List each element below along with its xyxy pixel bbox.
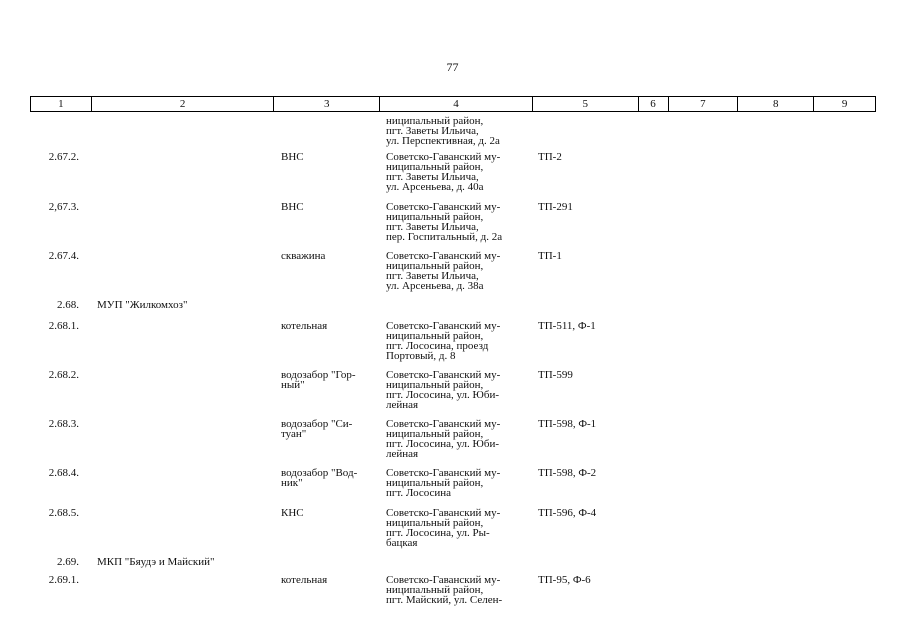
row-number: 2,67.3. — [48, 201, 79, 213]
header-cell-9: 9 — [841, 98, 848, 110]
header-cell-6: 6 — [639, 97, 669, 111]
transformer-substation: ТП-598, Ф-1 — [538, 418, 597, 430]
address: Советско-Гаванский му- ниципальный район, пгт. Заветы Ильича, ул. Арсеньева, д. 38а — [386, 250, 501, 292]
address: Советско-Гаванский му- ниципальный район, пгт. Лососина — [386, 467, 501, 499]
address: Советско-Гаванский му- ниципальный район, пгт. Заветы Ильича, ул. Арсеньева, д. 40а — [386, 151, 501, 193]
object-name: водозабор "Вод- ник" — [281, 467, 358, 489]
address: Советско-Гаванский му- ниципальный район, пгт. Лососина, ул. Юби- лейная — [386, 418, 501, 460]
header-cell-8: 8 — [738, 97, 814, 111]
transformer-substation: ТП-1 — [538, 250, 562, 262]
address: Советско-Гаванский му- ниципальный район, пгт. Лососина, ул. Юби- лейная — [386, 369, 501, 411]
row-number: 2.69.1. — [48, 574, 79, 586]
header-cell-2: 2 — [92, 97, 275, 111]
row-number: 2.68.1. — [48, 320, 79, 332]
transformer-substation: ТП-511, Ф-1 — [538, 320, 596, 332]
transformer-substation: ТП-291 — [538, 201, 573, 213]
object-name: ВНС — [281, 151, 304, 163]
transformer-substation: ТП-599 — [538, 369, 573, 381]
address: Советско-Гаванский му- ниципальный район, пгт. Майский, ул. Селен- — [386, 574, 503, 606]
transformer-substation: ТП-596, Ф-4 — [538, 507, 597, 519]
table-header — [30, 96, 876, 112]
header-cell-1: 1 — [31, 97, 92, 111]
address: Советско-Гаванский му- ниципальный район, пгт. Лососина, проезд Портовый, д. 8 — [386, 320, 501, 362]
header-cell-4: 4 — [380, 97, 533, 111]
transformer-substation: ТП-2 — [538, 151, 562, 163]
object-name: котельная — [281, 574, 328, 586]
row-number: 2.67.2. — [48, 151, 79, 163]
organization-name: МУП "Жилкомхоз" — [97, 299, 188, 311]
transformer-substation: ТП-598, Ф-2 — [538, 467, 597, 479]
row-number: 2.68.2. — [48, 369, 79, 381]
organization-name: МКП "Бяудэ и Майский" — [97, 556, 215, 568]
header-cell-5: 5 — [533, 97, 639, 111]
row-number: 2.68.3. — [48, 418, 79, 430]
header-cell-3: 3 — [274, 97, 380, 111]
object-name: котельная — [281, 320, 328, 332]
address: ниципальный район, пгт. Заветы Ильича, ул. Перспективная, д. 2а — [386, 115, 500, 147]
row-number: 2.68.4. — [48, 467, 79, 479]
address: Советско-Гаванский му- ниципальный район, пгт. Заветы Ильича, пер. Госпитальный, д. 2а — [386, 201, 503, 243]
row-number: 2.68. — [57, 299, 79, 311]
object-name: КНС — [281, 507, 304, 519]
page-number: 77 — [446, 60, 459, 74]
transformer-substation: ТП-95, Ф-6 — [538, 574, 591, 586]
row-number: 2.69. — [57, 556, 79, 568]
object-name: водозабор "Си- туан" — [281, 418, 353, 440]
header-cell-7: 7 — [669, 97, 739, 111]
object-name: ВНС — [281, 201, 304, 213]
object-name: водозабор "Гор- ный" — [281, 369, 356, 391]
object-name: скважина — [281, 250, 326, 262]
row-number: 2.67.4. — [48, 250, 79, 262]
row-number: 2.68.5. — [48, 507, 79, 519]
address: Советско-Гаванский му- ниципальный район, пгт. Лососина, ул. Ры- бацкая — [386, 507, 501, 549]
